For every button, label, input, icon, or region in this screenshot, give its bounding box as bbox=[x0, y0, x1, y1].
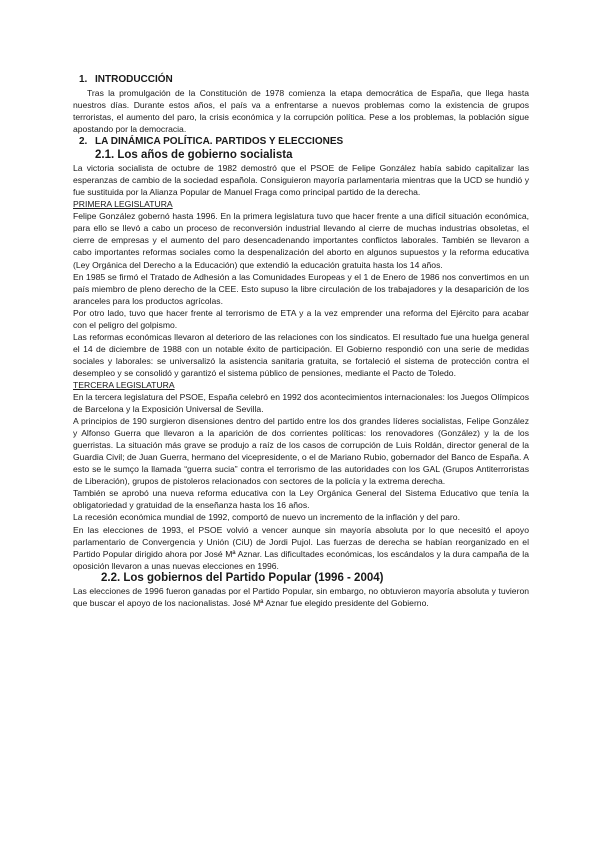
subheading-partido-popular: 2.2. Los gobiernos del Partido Popular (1996 - 2004) bbox=[101, 571, 384, 584]
paragraph: Las elecciones de 1996 fueron ganadas por el Partido Popular, sin embargo, no obtuvieron mayoría absoluta y tuvieron que buscar el apoyo de los nacionalistas. José Mª Aznar fue elegido presidente del Gobierno. bbox=[73, 585, 529, 608]
document-page bbox=[73, 74, 529, 609]
paragraph: Las reformas económicas llevaron al deterioro de las relaciones con los sindicatos. El resultado fue una huelga general el 14 de diciembre de 1988 con un notable éxito de participación. El Gobierno respondió con una serie de medidas sociales y laborales: se universalizó la asistencia sanitaria gratuita, se fortaleció el sistema de protección contra el desempleo y se consolidó y garantizó el sistema público de pensiones, mediante el Pacto de Toledo. bbox=[73, 331, 529, 378]
paragraph: También se aprobó una nueva reforma educativa con la Ley Orgánica General del Sistema Educativo que tenía la obligatoriedad y gratuidad de la enseñanza hasta los 16 años. bbox=[73, 488, 529, 511]
paragraph: En 1985 se firmó el Tratado de Adhesión a las Comunidades Europeas y el 1 de Enero de 1986 nos convertimos en un país miembro de pleno derecho de la CEE. Esto supuso la libre circulación de los trabajadores y la desaparición de los aranceles para los productos agrícolas. bbox=[73, 271, 529, 306]
intro-paragraph: Tras la promulgación de la Constitución de 1978 comienza la etapa democrática de España, que llega hasta nuestros días. Durante estos años, el país va a enfrentarse a nuevos problemas como la existencia de grupos terroristas, el aumento del paro, la crisis económica y la corrupción política. Pese a los problemas, la población sigue apostando por la democracia. bbox=[73, 88, 529, 135]
subheading-gobierno-socialista: 2.1. Los años de gobierno socialista bbox=[95, 149, 293, 162]
heading-dinamica-politica bbox=[79, 136, 529, 148]
heading-number: 1. bbox=[79, 74, 88, 85]
paragraph: En la tercera legislatura del PSOE, España celebró en 1992 dos acontecimientos internacionales: los Juegos Olímpicos de Barcelona y la Exposición Universal de Sevilla. bbox=[73, 391, 529, 415]
heading-text: LA DINÁMICA POLÍTICA. PARTIDOS Y ELECCIONES bbox=[95, 136, 344, 148]
paragraph: En las elecciones de 1993, el PSOE volvió a vencer aunque sin mayoría absoluta por lo que necesitó el apoyo parlamentario de Convergencia y Unión (CiU) de Jordi Pujol. Las fuerzas de derecha se habían reorganizado en el Partido Popular dirigido ahora por José Mª Aznar. Las dificultades económicas, los escándalos y la dura campaña de la oposición llevaron a unas nuevas elecciones en 1996. bbox=[73, 524, 529, 571]
heading-text: INTRODUCCIÓN bbox=[95, 74, 173, 85]
paragraph: Felipe González gobernó hasta 1996. En la primera legislatura tuvo que hacer frente a una difícil situación económica, para ello se llevó a cabo un proceso de reconversión industrial llevando al cierre de muchas industrias obsoletas, el cierre de empresas y el aumento del paro desencadenando importantes conflictos laborales. También se llevaron a cabo importantes reformas sociales como la despenalización del aborto en algunos supuestos y la reforma educativa (Ley Orgánica del Derecho a la Educación) que extendió la educación gratuita hasta los 14 años. bbox=[73, 211, 529, 270]
heading-number: 2. bbox=[79, 136, 88, 148]
paragraph: A principios de 190 surgieron disensiones dentro del partido entre los dos grandes líderes socialistas, Felipe González y Alfonso Guerra que llevaron a la aparición de dos corrientes políticas: los renovadores (González) y la de los guerristas. La situación más grave se produjo a raíz de los casos de corrupción de Luis Roldán, director general de la Guardia Civil; de Juan Guerra, hermano del vicepresidente, o el de Mariano Rubio, gobernador del Banco de España. A esto se le sumço la llamada “guerra sucia” contra el terrorismo de las autoridades con los GAL (Grupos Antiterroristas de Liberación), grupos de pistoleros relacionados con sectores de la policía y la extrema derecha. bbox=[73, 416, 529, 487]
label-primera-legislatura: PRIMERA LEGISLATURA bbox=[73, 199, 173, 210]
paragraph: La victoria socialista de octubre de 1982 demostró que el PSOE de Felipe González había sabido capitalizar las esperanzas de cambio de la sociedad española. Consiguieron mayoría parlamentaria mientras que la UCD se hundió y fue sustituida por la Alianza Popular de Manuel Fraga como principal partido de la derecha. bbox=[73, 163, 529, 198]
heading-introduccion bbox=[79, 74, 529, 86]
paragraph: La recesión económica mundial de 1992, comportó de nuevo un incremento de la inflación y del paro. bbox=[73, 512, 460, 523]
label-tercera-legislatura: TERCERA LEGISLATURA bbox=[73, 379, 175, 390]
paragraph: Por otro lado, tuvo que hacer frente al terrorismo de ETA y a la vez emprender una reforma del Ejército para acabar con el peligro del golpismo. bbox=[73, 307, 529, 330]
